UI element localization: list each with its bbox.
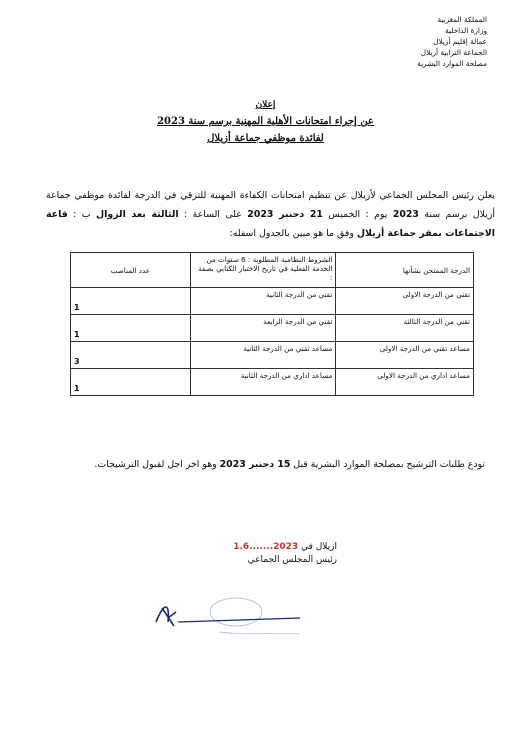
grades-table <box>70 252 474 396</box>
letterhead-line: مصلحة الموارد البشرية <box>417 59 487 68</box>
cell-condition: تقني من الدرجة الثانية <box>190 288 336 315</box>
intro-text: على الساعة : <box>178 209 248 220</box>
table-row <box>71 342 474 369</box>
header-grade: الدرجة الممتحن بشأنها <box>336 253 474 288</box>
table-row <box>71 369 474 396</box>
intro-year: 2023 <box>392 209 419 220</box>
signature-title: رئيس المجلس الجماعي <box>247 555 337 565</box>
intro-text: يعلن رئيس المجلس الجماعي لأزيلال عن تنظيم امتحانات الكفاءة المهنية للترقي في الدرجة لفائدة موظفي جماعة أزيلال برسم سنة <box>46 190 495 220</box>
signature-block <box>197 541 337 567</box>
intro-text: يوم : الخميس <box>322 209 393 220</box>
cell-condition: مساعد اداري من الدرجة الثانية <box>190 369 336 396</box>
letterhead-line: عمالة إقليم أزيلال <box>433 37 487 46</box>
intro-text: ب : <box>67 209 97 220</box>
cell-posts: 1 <box>71 288 191 315</box>
deposit-text: وهو اخر اجل لقبول الترشيحات. <box>94 459 220 470</box>
letterhead-line: الجماعة الترابية أزيلال <box>420 48 487 57</box>
table-row <box>71 315 474 342</box>
cell-condition: تقني من الدرجة الرابعة <box>190 315 336 342</box>
signature-date: 2023.......1.6 <box>233 542 299 552</box>
announcement-title <box>0 100 531 144</box>
intro-text: وفق ما هو مبين بالجدول اسفله: <box>229 228 357 239</box>
letterhead-line: المملكة المغربية <box>437 15 487 24</box>
exam-place: قاعة الاجتماعات بمقر جماعة أزيلال <box>46 209 495 239</box>
title-line-3: لفائدة موظفي جماعة أزيلال <box>207 133 324 144</box>
intro-paragraph <box>46 186 495 243</box>
table-header-row <box>71 253 474 288</box>
title-line-1: إعلان <box>255 100 276 110</box>
letterhead-line: وزارة الداخلية <box>445 26 487 35</box>
cell-grade: تقني من الدرجة الاولى <box>336 288 474 315</box>
header-posts: عدد المناصب <box>71 253 191 288</box>
title-line-2: عن إجراء امتحانات الأهلية المهنية برسم سنة 2023 <box>157 116 374 127</box>
cell-posts: 3 <box>71 342 191 369</box>
cell-grade: مساعد اداري من الدرجة الاولى <box>336 369 474 396</box>
exam-date: 21 دجنبر 2023 <box>247 209 323 220</box>
cell-posts: 1 <box>71 315 191 342</box>
cell-grade: مساعد تقني من الدرجة الاولى <box>336 342 474 369</box>
header-conditions: الشروط النظامية المطلوبة : 6 سنوات من الخدمة الفعلية في تاريخ الاختبار الكتابي بصفة : <box>190 253 336 288</box>
signature-stamp-icon <box>150 592 310 642</box>
signature-place: ازيلال في <box>301 542 337 552</box>
exam-time: الثالثة بعد الزوال <box>96 209 179 220</box>
signature-place-line <box>197 541 337 554</box>
deposit-paragraph <box>70 456 485 474</box>
deadline-date: 15 دجنبر 2023 <box>219 459 291 470</box>
cell-grade: تقني من الدرجة الثالثة <box>336 315 474 342</box>
letterhead <box>347 14 487 69</box>
table-row <box>71 288 474 315</box>
cell-condition: مساعد تقني من الدرجة الثانية <box>190 342 336 369</box>
deposit-text: تودع طلبات الترشيح بمصلحة الموارد البشرية قبل <box>290 459 485 470</box>
cell-posts: 1 <box>71 369 191 396</box>
